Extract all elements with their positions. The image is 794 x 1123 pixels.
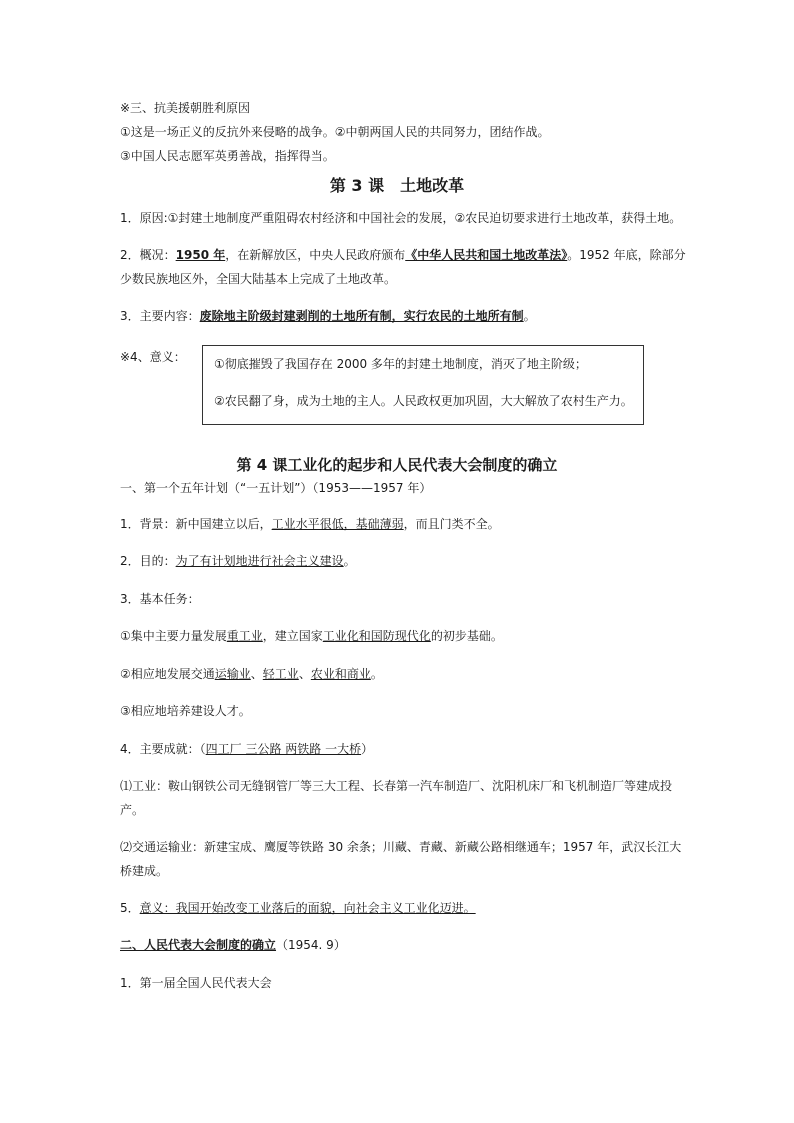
lesson3-item1: 1．原因:①封建土地制度严重阻碍农村经济和中国社会的发展，②农民迫切要求进行土地改革，获得土地。 [120,211,682,225]
lesson3-item3: 3．主要内容：废除地主阶级封建剥削的土地所有制，实行农民的土地所有制。 [120,309,536,323]
achievement-industry: ⑴工业：鞍山钢铁公司无缝钢管厂等三大工程、长春第一汽车制造厂、沈阳机床厂和飞机制造厂等建成投 [120,779,673,793]
lesson4-goal: 2．目的：为了有计划地进行社会主义建设。 [120,554,356,568]
lesson4-title: 第 4 课工业化的起步和人民代表大会制度的确立 [236,456,558,474]
lesson3-item2-cont: 少数民族地区外，全国大陆基本上完成了土地改革。 [120,272,397,286]
section3-line1: ①这是一场正义的反抗外来侵略的战争。②中朝两国人民的共同努力，团结作战。 [120,125,550,139]
lesson3-item2: 2．概况：1950 年，在新解放区，中央人民政府颁布《中华人民共和国土地改革法》。1952 年底，除部分 [120,248,686,262]
lesson4-background: 1．背景：新中国建立以后，工业水平很低，基础薄弱，而且门类不全。 [120,517,500,531]
significance-box [202,345,644,425]
achievement-transport-cont: 桥建成。 [120,864,169,878]
part2-heading: 二、人民代表大会制度的确立（1954. 9） [120,938,346,952]
task-2: ②相应地发展交通运输业、轻工业、农业和商业。 [120,667,383,681]
achievement-industry-cont: 产。 [120,803,145,817]
task-1: ①集中主要力量发展重工业，建立国家工业化和国防现代化的初步基础。 [120,629,503,643]
lesson4-meaning: 5．意义：我国开始改变工业落后的面貌，向社会主义工业化迈进。 [120,901,476,915]
npc-first-session: 1．第一届全国人民代表大会 [120,976,272,990]
part1-heading: 一、第一个五年计划（“一五计划”）（1953——1957 年） [120,481,432,495]
achievement-transport: ⑵交通运输业：新建宝成、鹰厦等铁路 30 余条；川藏、青藏、新藏公路相继通车；1957 年，武汉长江大 [120,840,682,854]
achievements-heading: 4．主要成就：（四工厂 三公路 两铁路 一大桥） [120,742,374,756]
significance-line2: ②农民翻了身，成为土地的主人。人民政权更加巩固，大大解放了农村生产力。 [214,394,633,408]
section3-line2: ③中国人民志愿军英勇善战，指挥得当。 [120,149,335,163]
lesson3-title: 第 3 课 土地改革 [329,176,465,195]
significance-line1: ①彻底摧毁了我国存在 2000 多年的封建土地制度，消灭了地主阶级； [214,357,587,371]
lesson3-item4-label: ※4、意义： [120,350,186,364]
task-3: ③相应地培养建设人才。 [120,704,251,718]
section3-heading: ※三、抗美援朝胜利原因 [120,101,251,115]
task-heading: 3．基本任务： [120,592,200,606]
